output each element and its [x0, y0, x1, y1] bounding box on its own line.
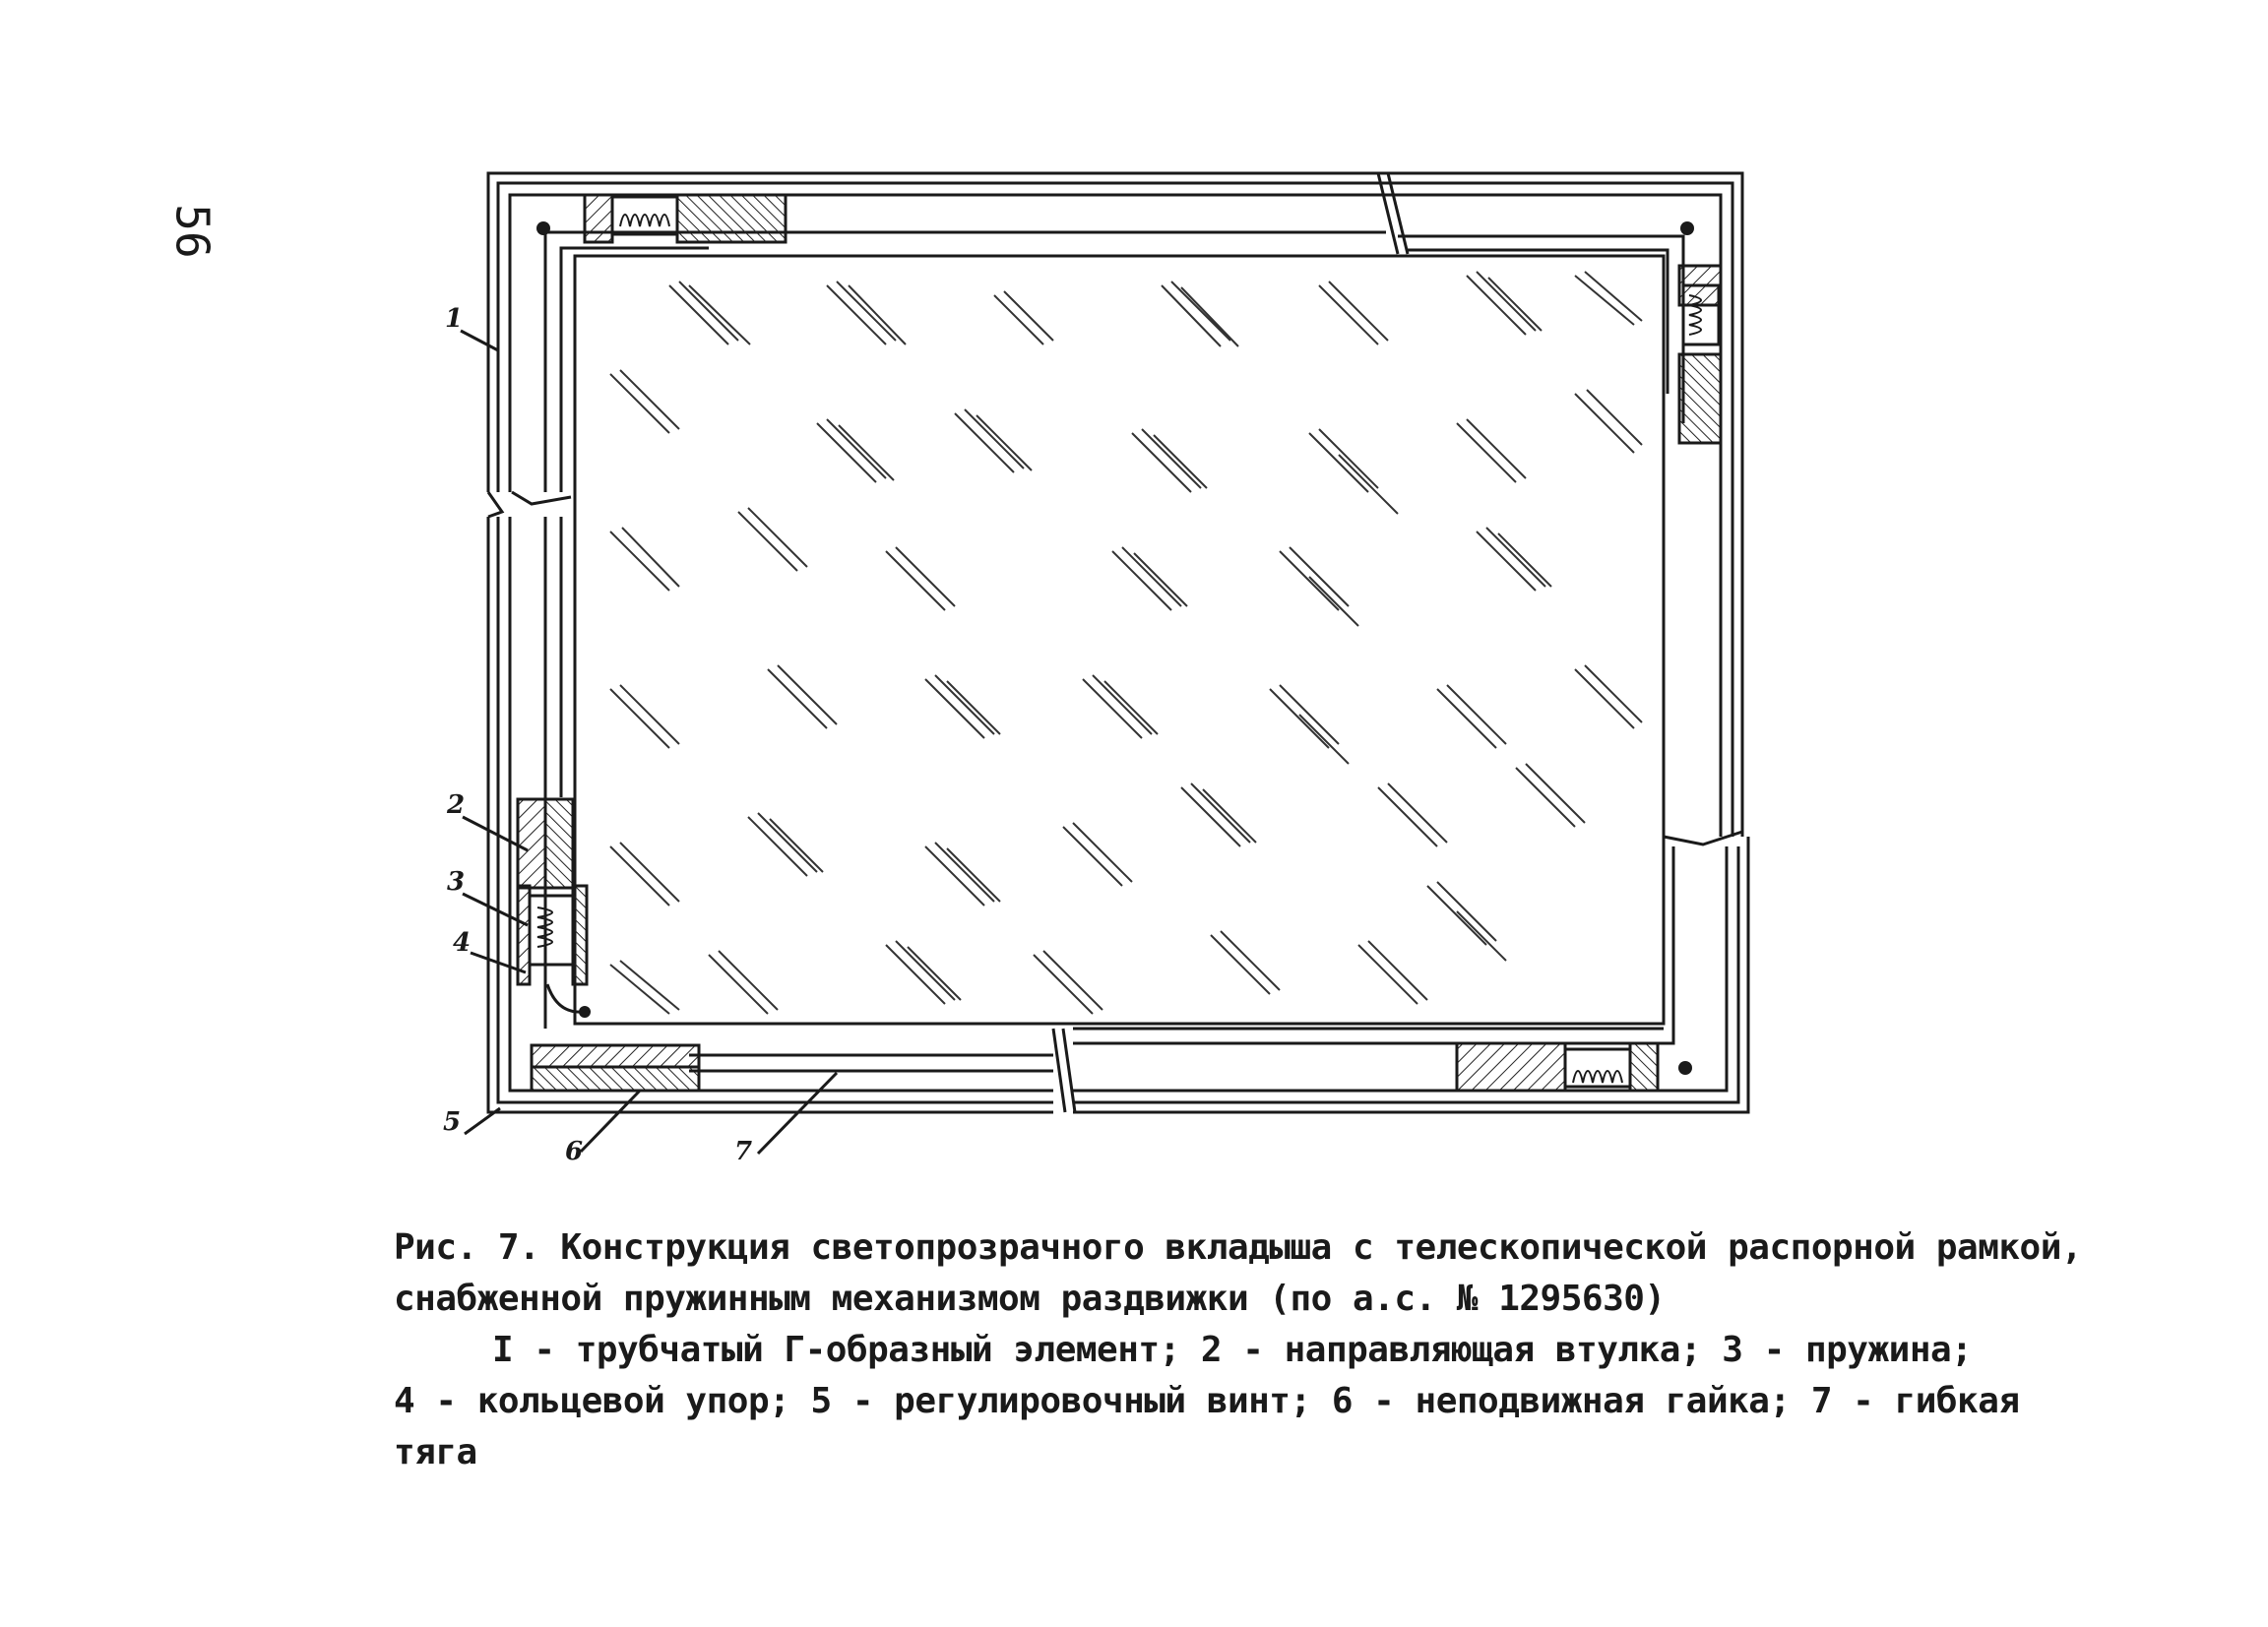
- caption-legend-line-2: 4 - кольцевой упор; 5 - регулировочный винт; 6 - неподвижная гайка; 7 - гибкая: [394, 1381, 2020, 1421]
- bottom-spring-mechanism: [1457, 1043, 1658, 1091]
- part-label-5: 5: [443, 1107, 462, 1137]
- caption-legend-line-1: I - трубчатый Г-образный элемент; 2 - направляющая втулка; 3 - пружина;: [492, 1330, 1973, 1370]
- part-label-1: 1: [445, 304, 464, 334]
- bottom-rod-mechanism: [532, 1045, 1053, 1091]
- glass-reflections: [610, 272, 1642, 1014]
- glass-pane: [575, 256, 1664, 1024]
- corner-pins: [536, 221, 1694, 1075]
- part-label-2: 2: [447, 790, 466, 820]
- caption-title-line-1: Рис. 7. Конструкция светопрозрачного вкладыша с телескопической распорной рамкой,: [394, 1227, 2083, 1268]
- part-label-6: 6: [565, 1137, 584, 1166]
- figure-caption: [394, 1222, 2083, 1478]
- frame-bottom-break: [1053, 1029, 1075, 1112]
- top-spring-mechanism: [585, 195, 786, 242]
- frame-top-break: [1378, 173, 1408, 254]
- right-spring-mechanism: [1679, 266, 1721, 443]
- part-label-4: 4: [453, 928, 472, 958]
- leader-lines: [461, 331, 837, 1154]
- left-spring-mechanism: [518, 799, 591, 1018]
- caption-legend-line-3: тяга: [394, 1432, 477, 1472]
- part-label-3: 3: [447, 867, 466, 897]
- frame-top-left-element: [488, 173, 1386, 492]
- frame-right-break: [1664, 832, 1742, 845]
- part-label-7: 7: [734, 1137, 753, 1166]
- page-number: 56: [165, 204, 220, 259]
- caption-title-line-2: снабженной пружинным механизмом раздвижки (по а.с. № 1295630): [394, 1279, 1666, 1319]
